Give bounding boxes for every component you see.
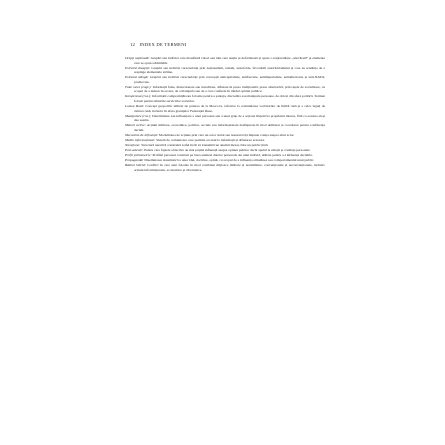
glossary-definition: Informații compromițătoare folosite pentru a șantaja, discredita sau manipula persoane, de obicei din sfera politică. Termen folosit pentru tehnicile serviciilor sovietice. [134, 94, 326, 103]
glossary-term: Post-adevăr: [125, 147, 144, 152]
glossary-entry [125, 133, 325, 138]
glossary-entry [125, 75, 325, 84]
glossary-term: Fake news (engl.): [125, 84, 152, 89]
glossary-definition: Grupări sau indivizi caracterizați prin concepții anticapitaliste, antifasciste, antiimperialiste, antiamericane și anti-NATO, promovate. [134, 75, 325, 84]
glossary-definition: Acțiuni militare, economice, politice, sociale sau informaționale desfășurate în mod deliberat și coordonat pentru a influența decizii. [134, 123, 325, 132]
glossary-term: Propagandă: [125, 157, 144, 162]
glossary-entry [125, 104, 325, 113]
glossary-definition: Conflict în care sunt folosite în mod combinat mijloace militare și nonmilitare, convenționale și neconvenționale, inclusiv acțiuni informaționale, economice și cibernetice. [134, 163, 325, 172]
glossary-term: Drepți națională: [125, 56, 150, 60]
glossary-term: Extremă stângă: [125, 75, 149, 80]
glossary-entry [125, 153, 325, 158]
glossary-definition: Grupări sau indivizi care manifestă valori sau idei care susțin și deformează și apare o naționalitate „adevărată” și elemente care se opun schimbării. [134, 56, 326, 65]
glossary-definition: Determinare sau influențare a unei persoane sau a unui grup de a acționa împotriva propriului interes, fără ca acestea să-și dea seama. [134, 113, 326, 123]
glossary-term: Măsuri active: [125, 123, 146, 128]
glossary-definition: Diseminarea sistematică a unor idei, doctrine, opinii, cu scopul de a influența atitudinea sau comportamentul unui public. [144, 157, 315, 162]
glossary-term: Mediu informațional: [125, 137, 156, 142]
glossary-term: Lumea Rusă: [125, 103, 145, 108]
glossary-term: Mecanism de influență: [125, 132, 159, 137]
glossary-entry-list [125, 56, 325, 173]
glossary-term: Narațiune: [125, 142, 141, 147]
glossary-definition: Informații false, distorsionate sau trunchiate, difuzate în presa tradițională, presa alternativă, prin rețele de socializare, cu scopul de a induce în eroare, de a manipula sau de a crea confuzie în rândul opiniei publice. [134, 84, 326, 94]
glossary-definition: Pentru care faptele obiective au mai puțină influență asupra opiniei publice decât apelul la emoții și credințe personale. [144, 147, 311, 152]
glossary-entry [125, 56, 325, 65]
page-header [130, 42, 187, 47]
glossary-definition: Structură narativă construită astfel încât să transmită un anumit mesaj către un public țintă. [141, 142, 269, 147]
glossary-entry [125, 114, 325, 123]
glossary-definition: Sistem de comunicare care permite accesul la informații și difuzarea acestora. [156, 137, 266, 142]
page-number: 12 [130, 42, 136, 47]
glossary-term: Profil psihometric: [125, 152, 152, 157]
glossary-term: Manipulare (rus.): [125, 113, 152, 118]
glossary-entry [125, 138, 325, 143]
glossary-term: Război hibrid: [125, 163, 146, 168]
glossary-entry [125, 66, 325, 75]
glossary-definition: Concept geopolitic utilizat de puterea de la Moscova, referitor la comunitatea vorbitorilor de limbă rusă și a celor legați de cultura rusă, inclusiv în afara granițelor Federației Ruse. [134, 103, 326, 113]
glossary-entry [125, 158, 325, 163]
glossary-definition: Profilul personal construit pe baza analizei datelor personale ale unui individ, utilizat pentru a-i influența deciziile. [152, 152, 313, 157]
glossary-entry [125, 123, 325, 132]
glossary-term: Extremă dreaptă: [125, 65, 150, 70]
glossary-entry [125, 143, 325, 148]
glossary-entry [125, 148, 325, 153]
glossary-definition: Grupări sau indivizi caracterizați prin naționalism, rasism, xenofobie, favorabili autoritarismului și care au tendința de a respinge elementele străine. [134, 65, 326, 75]
glossary-entry [125, 94, 325, 103]
glossary-term: Kompromat (rus.): [125, 94, 152, 99]
glossary-entry [125, 85, 325, 94]
glossary-definition: Modalitatea de acțiune prin care un actor statal sau nonstatal își impune voința asupra altui actor. [158, 132, 295, 137]
page-running-title: INDEX DE TERMENI [139, 42, 187, 47]
glossary-entry [125, 163, 325, 172]
